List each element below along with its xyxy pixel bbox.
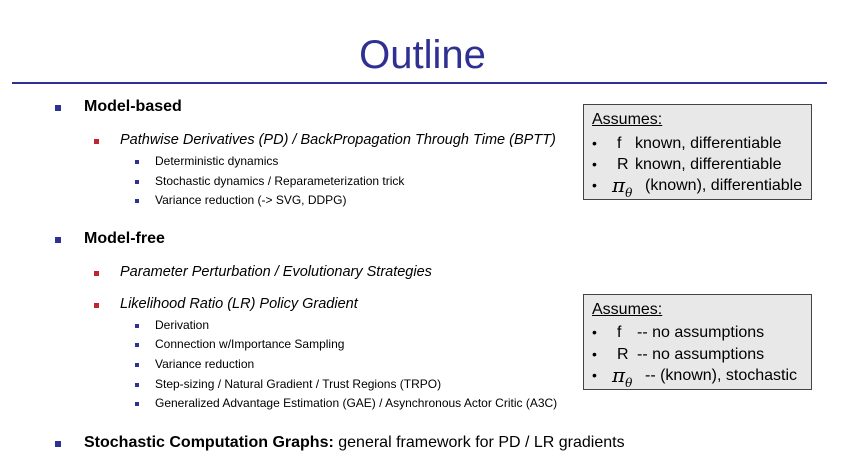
bullet-perturbation (120, 264, 432, 280)
sub-bullet (155, 318, 209, 332)
square-bullet-icon (135, 363, 139, 367)
scg-description: general framework for PD / LR gradients (338, 434, 625, 451)
square-bullet-icon (135, 160, 139, 164)
sub-bullet (155, 377, 441, 391)
sub-bullet (155, 337, 344, 351)
square-bullet-icon (135, 324, 139, 328)
title-underline (12, 82, 827, 84)
bullet-dot-icon: • (592, 367, 597, 383)
square-bullet-icon (135, 402, 139, 406)
square-bullet-icon (135, 343, 139, 347)
pi-theta-symbol: $\pi_\theta$ (612, 363, 633, 390)
perturbation-label: Parameter Perturbation / Evolutionary Strategies (120, 264, 432, 280)
sub-bullet-label: Variance reduction (-> SVG, DDPG) (155, 193, 347, 207)
sub-bullet (155, 193, 347, 207)
square-bullet-icon (94, 139, 99, 144)
assumption-text: -- no assumptions (637, 346, 765, 363)
bullet-likelihood-ratio (120, 296, 358, 312)
square-bullet-icon (135, 180, 139, 184)
assumptions-box-model-free (583, 294, 812, 390)
assumption-text: -- no assumptions (637, 324, 765, 341)
slide-title: Outline (359, 33, 486, 77)
model-based-label: Model-based (84, 98, 182, 115)
square-bullet-icon (55, 237, 61, 243)
bullet-dot-icon: • (592, 346, 597, 362)
symbol: f (617, 324, 622, 341)
model-free-label: Model-free (84, 230, 165, 247)
assumptions-box-model-based (583, 104, 812, 200)
square-bullet-icon (55, 441, 61, 447)
sub-bullet (155, 357, 254, 371)
assumes-header: Assumes: (592, 301, 663, 318)
pi-theta-symbol: $\pi_\theta$ (612, 173, 633, 200)
sub-bullet-label: Generalized Advantage Estimation (GAE) / Asynchronous Actor Critic (A3C) (155, 396, 558, 410)
sub-bullet (155, 396, 557, 410)
bullet-scg (84, 434, 625, 452)
bullet-dot-icon: • (592, 177, 597, 193)
likelihood-label: Likelihood Ratio (LR) Policy Gradient (120, 296, 358, 312)
pathwise-label: Pathwise Derivatives (PD) / BackPropagation Through Time (BPTT) (120, 132, 556, 148)
bullet-pathwise (120, 132, 556, 148)
square-bullet-icon (55, 105, 61, 111)
assumption-text: known, differentiable (635, 135, 782, 152)
assumption-text: known, differentiable (635, 156, 782, 173)
sub-bullet (155, 174, 404, 188)
scg-label: Stochastic Computation Graphs: (84, 434, 334, 451)
symbol: f (617, 135, 622, 152)
symbol: R (617, 156, 629, 173)
bullet-dot-icon: • (592, 324, 597, 340)
sub-bullet-label: Variance reduction (155, 357, 255, 371)
symbol: R (617, 346, 629, 363)
bullet-model-free (84, 230, 165, 248)
bullet-model-based (84, 98, 182, 116)
square-bullet-icon (94, 271, 99, 276)
sub-bullet-label: Step-sizing / Natural Gradient / Trust Regions (TRPO) (155, 377, 442, 391)
square-bullet-icon (135, 199, 139, 203)
assumes-header: Assumes: (592, 111, 663, 128)
bullet-dot-icon: • (592, 156, 597, 172)
square-bullet-icon (94, 303, 99, 308)
assumption-text: (known), differentiable (645, 177, 803, 194)
square-bullet-icon (135, 383, 139, 387)
sub-bullet-label: Connection w/Importance Sampling (155, 337, 345, 351)
sub-bullet (155, 154, 278, 168)
sub-bullet-label: Derivation (155, 318, 210, 332)
sub-bullet-label: Deterministic dynamics (155, 154, 279, 168)
bullet-dot-icon: • (592, 135, 597, 151)
assumption-text: -- (known), stochastic (645, 367, 798, 384)
sub-bullet-label: Stochastic dynamics / Reparameterization trick (155, 174, 405, 188)
